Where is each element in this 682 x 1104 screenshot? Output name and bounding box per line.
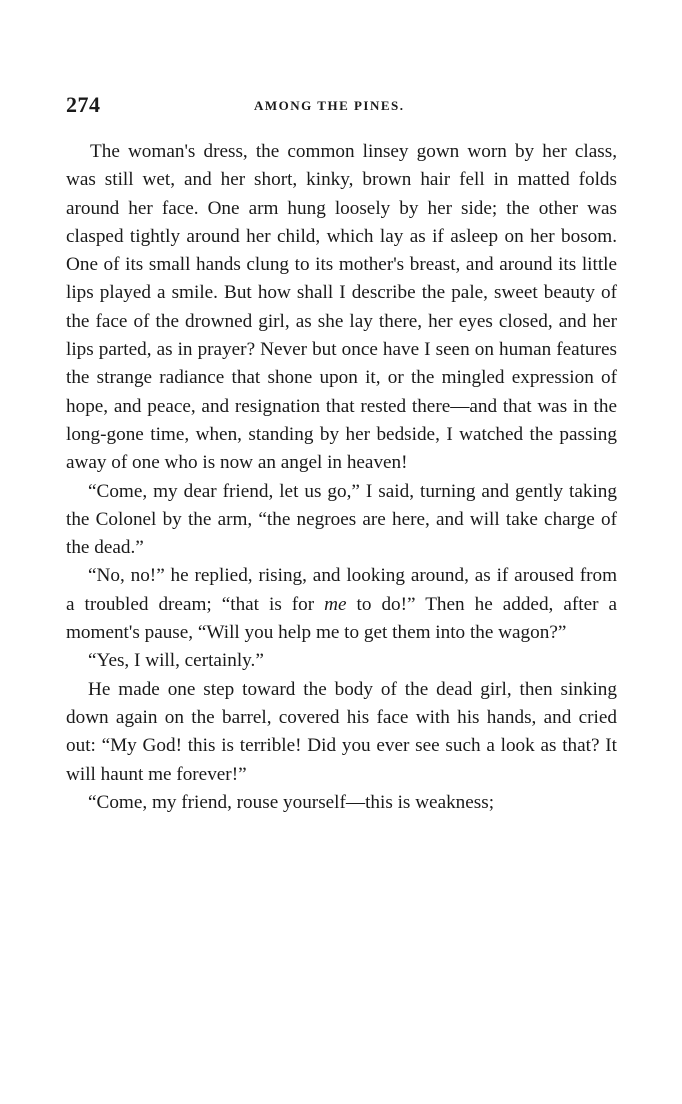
paragraph-step-toward: He made one step toward the body of the dead girl, then sinking down again on the barrel, covered his face with his hands, and cried out: “My God! this is terrible! Did you ever see such a look as that? It will haunt me forever!” (66, 678, 617, 785)
emphasized-word: me (324, 593, 347, 615)
body-text (66, 138, 617, 817)
paragraph-no-no-after: to do!” Then he added, after a moment's pause, “Will you help me to get them into the wagon?” (66, 593, 617, 644)
paragraph-no-no-before: “No, no!” he replied, rising, and looking around, as if aroused from a troubled dream; “that is for (66, 565, 617, 615)
paragraph-description: The woman's dress, the common linsey gown worn by her class, was still wet, and her short, kinky, brown hair fell in matted folds around her face. One arm hung loosely by her side; the other was clasped tightly around her child, which lay as if asleep on her bosom. One of its small hands clung to its mother's breast, and around its little lips played a smile. But how shall I describe the pale, sweet beauty of the face of the drowned girl, as she lay there, her eyes closed, and her lips parted, as in prayer? Never but once have I seen on human features the strange radiance that shone upon it, or the mingled expression of hope, and peace, and resignation that rested there—and that was in the long-gone time, when, standing by her bedside, I watched the passing away of one who is now an angel in heaven! (66, 141, 617, 474)
paragraph-come-let-us-go: “Come, my dear friend, let us go,” I said, turning and gently taking the Colonel by the arm, “the negroes are here, and will take charge of the dead.” (66, 480, 617, 559)
running-head (66, 92, 616, 122)
paragraph-no-no (66, 562, 617, 647)
paragraph-rouse-yourself: “Come, my friend, rouse yourself—this is weakness; (88, 791, 495, 813)
running-title: AMONG THE PINES. (254, 98, 405, 113)
page-number: 274 (66, 92, 101, 117)
paragraph-yes-i-will: “Yes, I will, certainly.” (88, 650, 264, 672)
